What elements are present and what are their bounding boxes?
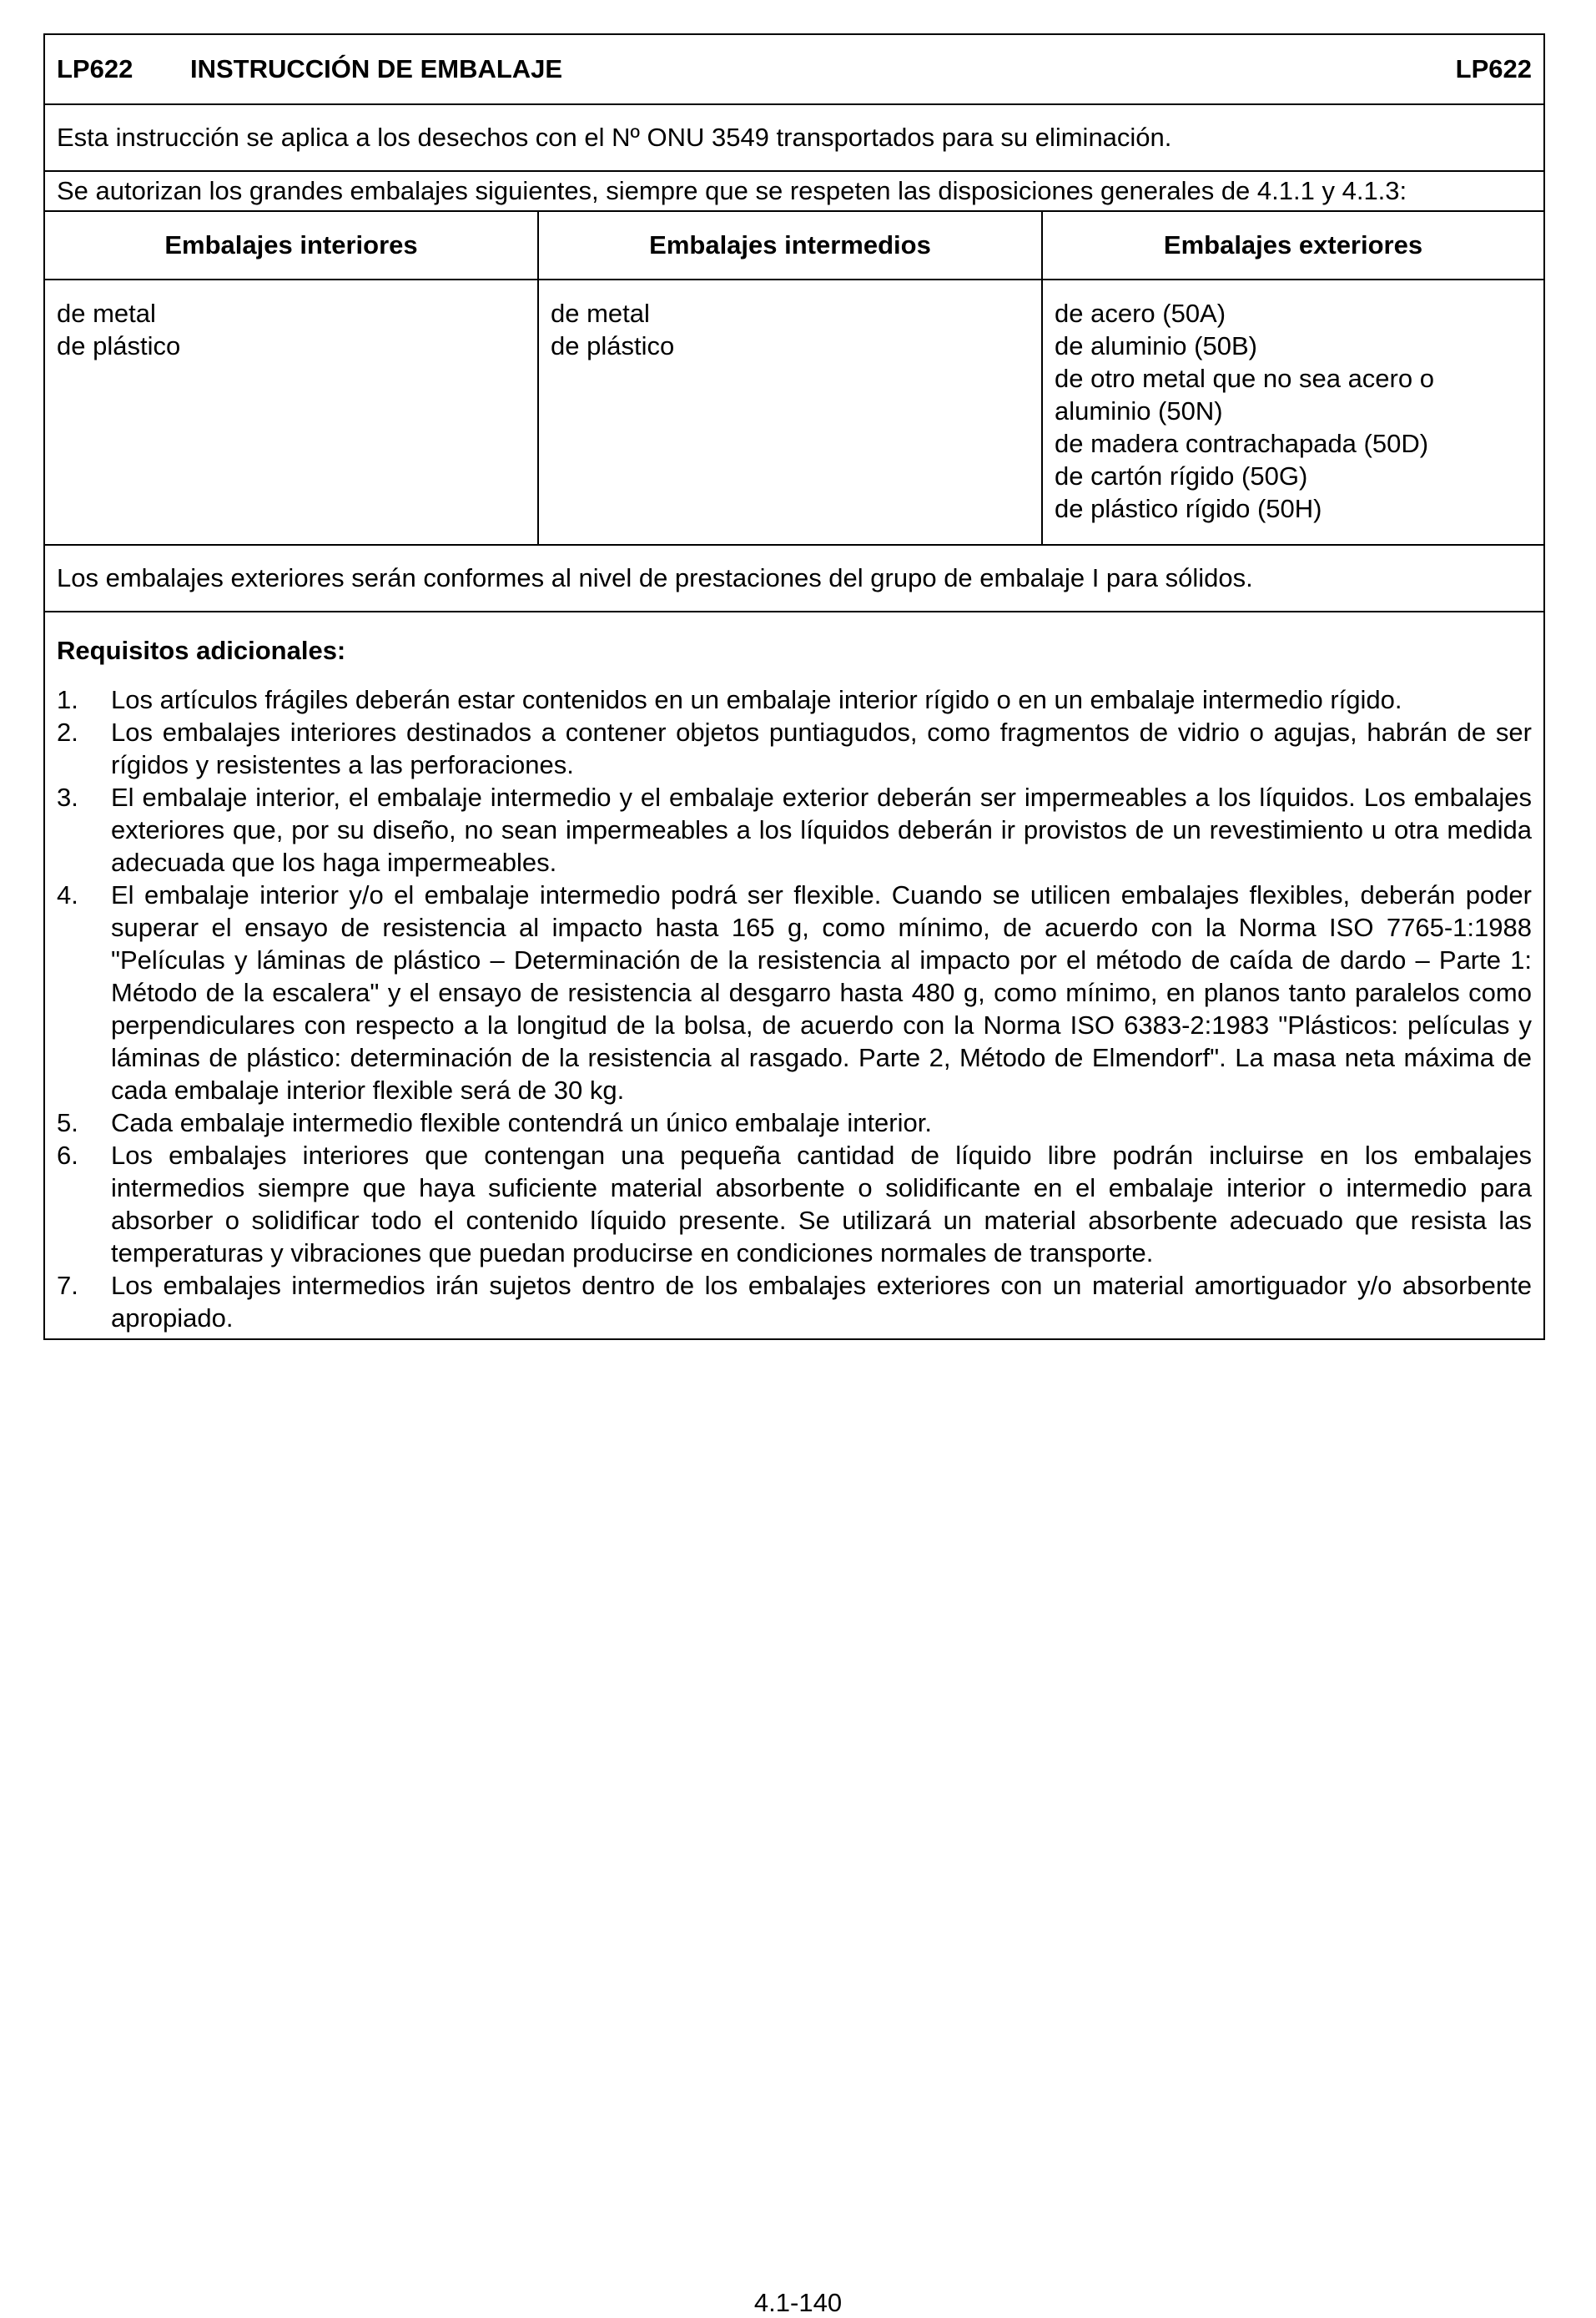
instruction-code-right: LP622: [1455, 54, 1532, 83]
additional-requirements: [45, 612, 1543, 1338]
inner-item: de metal: [57, 299, 156, 328]
instruction-title: INSTRUCCIÓN DE EMBALAJE: [190, 54, 563, 83]
authorization-row: [45, 172, 1543, 212]
outer-item: de plástico rígido (50H): [1055, 494, 1322, 523]
outer-item: de aluminio (50B): [1055, 331, 1257, 360]
header-inner-packagings: Embalajes interiores: [45, 212, 539, 279]
requirement-text: El embalaje interior y/o el embalaje intermedio podrá ser flexible. Cuando se utilicen embalajes flexibles, deberán poder superar el ensayo de resistencia al impacto hasta 165 g, como mínimo, de acuerdo con la Norma ISO 7765-1:1988 "Películas y láminas de plástico – Determinación de la resistencia al impacto por el método de caída de dardo – Parte 1: Método de la escalera" y el ensayo de resistencia al desgarro hasta 480 g, como mínimo, en planos tanto paralelos como perpendiculares con respecto a la longitud de la bolsa, de acuerdo con la Norma ISO 6383-2:1983 "Plásticos: películas y láminas de plástico: determinación de la resistencia al rasgado. Parte 2, Método de Elmendorf". La masa neta máxima de cada embalaje interior flexible será de 30 kg.: [111, 880, 1532, 1105]
instruction-code-left: LP622: [57, 54, 133, 83]
requirement-text: Los embalajes intermedios irán sujetos dentro de los embalajes exteriores con un material amortiguador y/o absorbente apropiado.: [111, 1271, 1532, 1333]
requirement-number: 4.: [57, 880, 78, 910]
requirement-text: Los embalajes interiores que contengan una pequeña cantidad de líquido libre podrán incluirse en los embalajes intermedios siempre que haya suficiente material absorbente o solidificante en el embalaje interior o intermedio para absorber o solidificar todo el contenido líquido presente. Se utilizará un material absorbente adecuado que resista las temperaturas y vibraciones que puedan producirse en condiciones normales de transporte.: [111, 1141, 1532, 1267]
requirement-text: Los embalajes interiores destinados a contener objetos puntiagudos, como fragmentos de vidrio o agujas, habrán de ser rígidos y resistentes a las perforaciones.: [111, 718, 1532, 779]
authorization-text: Se autorizan los grandes embalajes siguientes, siempre que se respeten las disposiciones generales de 4.1.1 y 4.1.3:: [57, 176, 1407, 205]
requirement-item: [57, 716, 1532, 781]
outer-packagings-cell: [1043, 280, 1543, 544]
requirement-number: 5.: [57, 1108, 78, 1137]
header-outer-packagings: Embalajes exteriores: [1163, 230, 1423, 260]
requirement-item: [57, 1269, 1532, 1334]
requirement-item: [57, 1139, 1532, 1269]
requirement-item: [57, 781, 1532, 879]
requirement-number: 2.: [57, 718, 78, 747]
scope-row: [45, 105, 1543, 172]
requirement-item: [57, 1106, 1532, 1139]
requirement-item: [57, 879, 1532, 1106]
inner-item: de plástico: [57, 331, 181, 360]
outer-item: de acero (50A): [1055, 299, 1226, 328]
page-number: 4.1-140: [753, 2288, 843, 2317]
outer-item: de cartón rígido (50G): [1055, 461, 1308, 491]
packing-instruction-table: [43, 33, 1545, 1340]
title-row: [45, 35, 1543, 105]
requirement-number: 7.: [57, 1271, 78, 1300]
requirement-text: El embalaje interior, el embalaje intermedio y el embalaje exterior deberán ser impermeables a los líquidos. Los embalajes exteriores que, por su diseño, no sean impermeables a los líquidos deberán ir provistos de un revestimiento u otra medida adecuada que los haga impermeables.: [111, 783, 1532, 877]
requirement-text: Cada embalaje intermedio flexible contendrá un único embalaje interior.: [111, 1108, 932, 1137]
scope-text: Esta instrucción se aplica a los desechos con el Nº ONU 3549 transportados para su eliminación.: [57, 123, 1172, 152]
outer-item: aluminio (50N): [1055, 396, 1223, 426]
intermediate-item: de plástico: [551, 331, 675, 360]
requirement-number: 1.: [57, 685, 78, 714]
requirements-list: [57, 683, 1532, 1334]
outer-item: de otro metal que no sea acero o: [1055, 364, 1434, 393]
performance-row: [45, 546, 1543, 612]
intermediate-packagings-cell: [539, 280, 1043, 544]
requirement-item: [57, 683, 1532, 716]
header-intermediate-packagings: Embalajes intermedios: [539, 212, 1043, 279]
intermediate-item: de metal: [551, 299, 650, 328]
outer-item: de madera contrachapada (50D): [1055, 429, 1429, 458]
performance-text: Los embalajes exteriores serán conformes al nivel de prestaciones del grupo de embalaje I para sólidos.: [57, 563, 1253, 592]
requirements-heading: Requisitos adicionales:: [57, 636, 346, 665]
requirement-number: 6.: [57, 1141, 78, 1170]
packaging-header-row: [45, 212, 1543, 280]
requirement-text: Los artículos frágiles deberán estar contenidos en un embalaje interior rígido o en un embalaje intermedio rígido.: [111, 685, 1402, 714]
requirement-number: 3.: [57, 783, 78, 812]
inner-packagings-cell: [45, 280, 539, 544]
packaging-body-row: [45, 280, 1543, 546]
